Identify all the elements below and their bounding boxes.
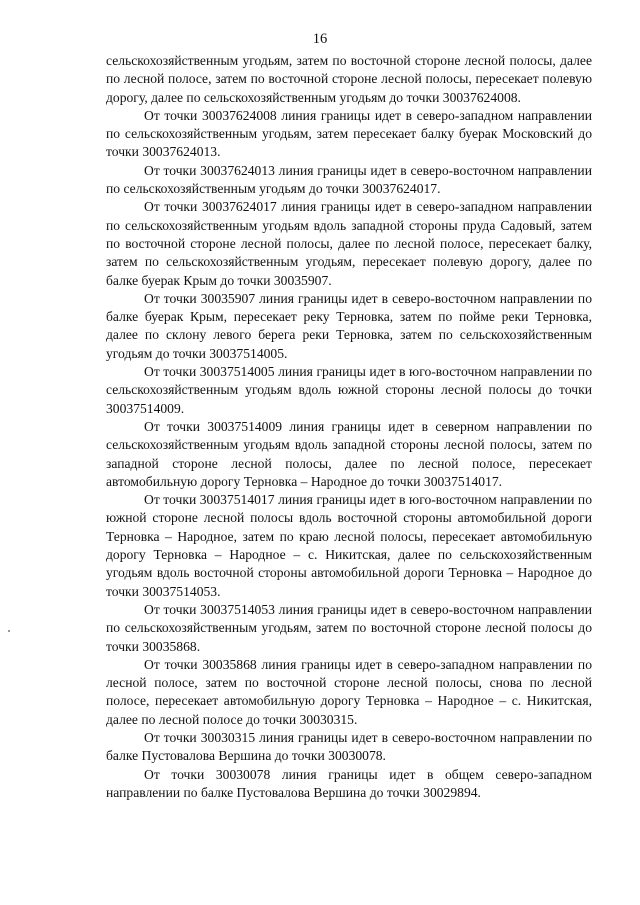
- paragraph-4: От точки 30037624017 линия границы идет в северо-западном направлении по сельскохозяйственным угодьям вдоль западной стороны пруда Садовый, затем по восточной стороне лесной полосы, далее по лесной полосе, пересекает балку, затем по сельскохозяйственным угодьям, пересекает полевую дорогу, далее по балке буерак Крым до точки 30035907.: [106, 199, 592, 288]
- paragraph-6: От точки 30037514005 линия границы идет в юго-восточном направлении по сельскохозяйственным угодьям вдоль южной стороны лесной полосы до точки 30037514009.: [106, 364, 592, 416]
- document-body: [106, 52, 592, 802]
- paragraph-5: От точки 30035907 линия границы идет в северо-восточном направлении по балке буерак Крым, пересекает реку Терновка, затем по пойме реки Терновка, далее по склону левого берега реки Терновка, затем по сельскохозяйственным угодьям до точки 30037514005.: [106, 290, 592, 361]
- paragraph-11: От точки 30030315 линия границы идет в северо-восточном направлении по балке Пустовалова Вершина до точки 30030078.: [106, 729, 592, 764]
- scan-speck: [8, 630, 10, 632]
- page-number: 16: [312, 31, 328, 47]
- paragraph-10: От точки 30035868 линия границы идет в северо-западном направлении по лесной полосе, затем по восточной стороне лесной полосы, снова по лесной полосе, пересекает автомобильную дорогу Терновка – Народное – с. Никитская, далее по лесной полосе до точки 30030315.: [106, 656, 592, 727]
- paragraph-8: От точки 30037514017 линия границы идет в юго-восточном направлении по южной стороне лесной полосы вдоль восточной стороны автомобильной дороги Терновка – Народное, затем по краю лесной полосы, пересекает автомобильную дорогу Терновка – Народное – с. Никитская, далее по сельскохозяйственным угодьям вдоль восточной стороны автомобильной дороги Терновка – Народное до точки 30037514053.: [106, 492, 592, 599]
- paragraph-1: сельскохозяйственным угодьям, затем по восточной стороне лесной полосы, далее по лесной полосе, затем по восточной стороне лесной полосы, пересекает полевую дорогу, далее по сельскохозяйственным угодьям до точки 30037624008.: [106, 53, 592, 105]
- paragraph-3: От точки 30037624013 линия границы идет в северо-восточном направлении по сельскохозяйственным угодьям до точки 30037624017.: [106, 162, 592, 197]
- paragraph-2: От точки 30037624008 линия границы идет в северо-западном направлении по сельскохозяйственным угодьям, затем пересекает балку буерак Московский до точки 30037624013.: [106, 107, 592, 160]
- paragraph-12: От точки 30030078 линия границы идет в общем северо-западном направлении по балке Пустовалова Вершина до точки 30029894.: [106, 766, 592, 800]
- paragraph-7: От точки 30037514009 линия границы идет в северном направлении по сельскохозяйственным угодьям вдоль западной стороны лесной полосы, затем по западной стороне лесной полосы, далее по лесной полосе, пересекает автомобильную дорогу Терновка – Народное до точки 30037514017.: [106, 418, 592, 489]
- paragraph-9: От точки 30037514053 линия границы идет в северо-восточном направлении по сельскохозяйственным угодьям, затем по восточной стороне лесной полосы до точки 30035868.: [106, 601, 592, 654]
